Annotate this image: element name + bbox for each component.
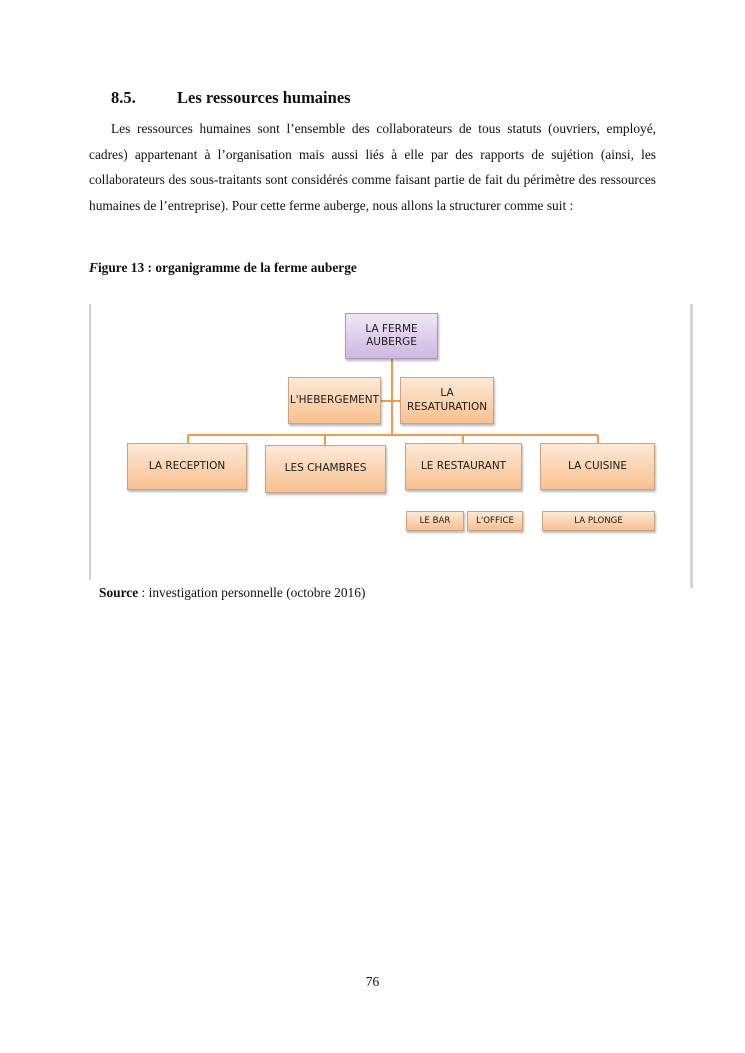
page-number: 76	[365, 974, 380, 989]
figure-source	[99, 585, 365, 601]
org-chart	[89, 304, 693, 588]
figure-caption-text: igure 13 : organigramme de la ferme auberge	[97, 260, 357, 275]
body-paragraph: Les ressources humaines sont l’ensemble des collaborateurs de tous statuts (ouvriers, employé, cadres) appartenant à l’organisation mais aussi liés à elle par des rapports de sujétion (ainsi, les collaborateurs des sous-traitants sont considérés comme faisant partie de fait du périmètre des ressources humaines de l’entreprise). Pour cette ferme auberge, nous allons la structurer comme suit :	[89, 121, 656, 213]
org-node-restaurant: LE RESTAURANT	[405, 443, 522, 490]
source-text: : investigation personnelle (octobre 2016)	[138, 585, 366, 600]
source-label: Source	[99, 585, 139, 600]
section-title: Les ressources humaines	[177, 88, 351, 107]
section-heading	[111, 88, 351, 108]
org-node-office: L'OFFICE	[467, 511, 523, 531]
org-node-reception: LA RECEPTION	[127, 443, 247, 490]
figure-caption	[89, 260, 357, 276]
org-node-hebergement: L'HEBERGEMENT	[288, 377, 381, 424]
org-node-plonge: LA PLONGE	[542, 511, 655, 531]
org-node-restauration: LA RESATURATION	[400, 377, 494, 424]
figure-caption-initial: F	[89, 260, 98, 275]
org-node-bar: LE BAR	[406, 511, 464, 531]
org-node-chambres: LES CHAMBRES	[265, 445, 386, 493]
org-node-cuisine: LA CUISINE	[540, 443, 655, 490]
section-number: 8.5.	[111, 88, 136, 107]
org-node-root: LA FERME AUBERGE	[345, 313, 438, 359]
